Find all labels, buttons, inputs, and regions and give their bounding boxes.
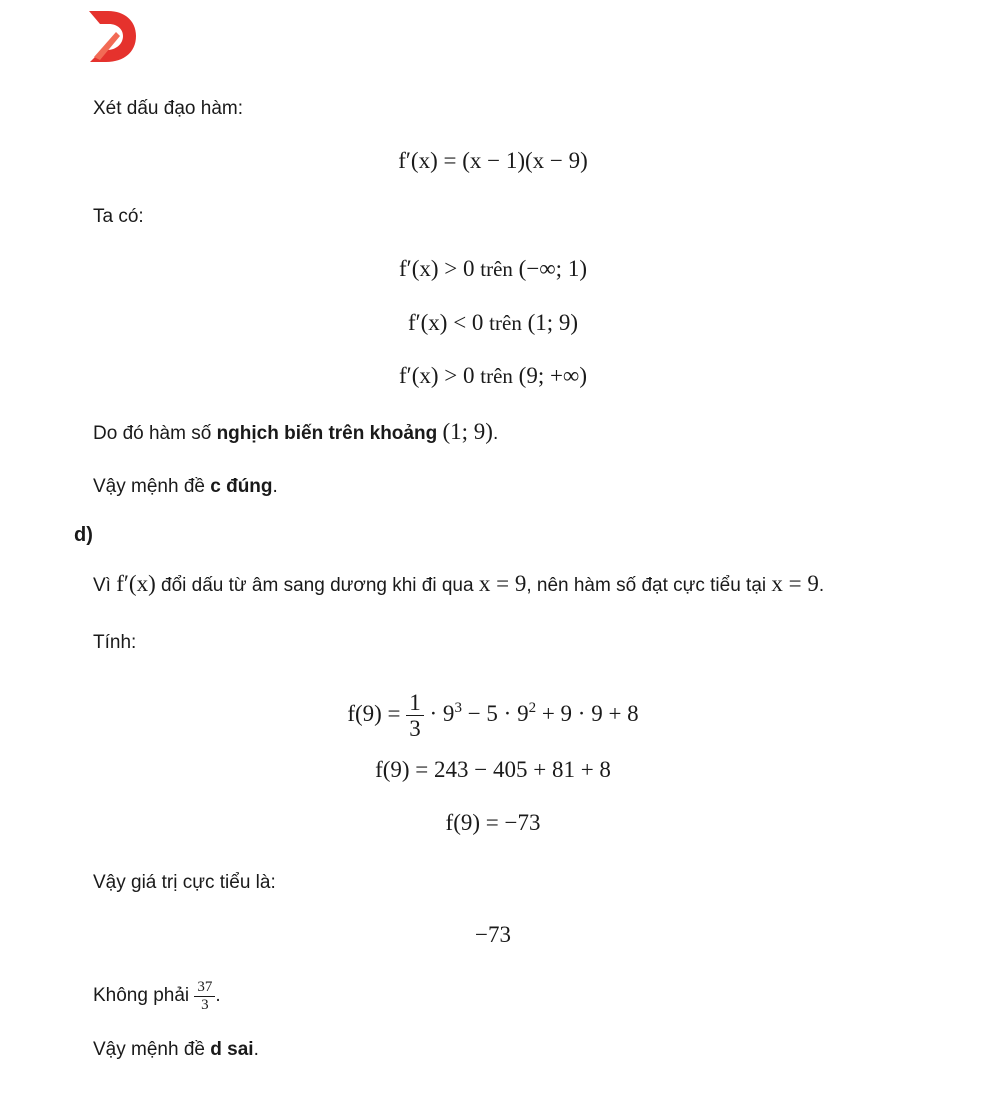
- f9-computation-line3: f(9) = −73: [445, 810, 541, 835]
- f9-computation-line2: f(9) = 243 − 405 + 81 + 8: [375, 757, 611, 782]
- minimum-value: −73: [475, 922, 511, 947]
- inequality-row: f′(x) > 0 trên (9; +∞): [399, 363, 587, 388]
- statement-c-conclusion: Vậy mệnh đề c đúng.: [93, 476, 278, 497]
- part-d-label: d): [74, 524, 93, 546]
- fraction-37-3: $\frac{37}{3}$: [194, 979, 215, 1013]
- brand-logo-icon: [86, 8, 138, 64]
- fraction-one-third: $\frac{1}{3}$: [406, 690, 424, 742]
- minimum-value-intro: Vậy giá trị cực tiểu là:: [93, 872, 276, 893]
- inequality-row: f′(x) > 0 trên (−∞; 1): [399, 256, 587, 281]
- monotonic-conclusion: Do đó hàm số nghịch biến trên khoảng (1; 9).: [93, 419, 499, 444]
- derivative-equation: f′(x) = (x − 1)(x − 9): [398, 148, 588, 173]
- minimum-reasoning: Vì f′(x) đổi dấu từ âm sang dương khi đi qua x = 9, nên hàm số đạt cực tiểu tại x = 9.: [93, 571, 825, 596]
- inequality-row: f′(x) < 0 trên (1; 9): [407, 310, 579, 335]
- tinh-label: Tính:: [93, 632, 137, 653]
- sign-analysis-intro: Xét dấu đạo hàm:: [93, 98, 243, 119]
- not-fraction-note: Không phải $\frac{37}{3}$ .: [93, 979, 221, 1013]
- f9-computation-line1: f(9) = $\frac{1}{3}$ · $9^3 - 5 \cdot 9^2 + 9 \cdot 9 + 8$: [347, 690, 639, 742]
- statement-d-conclusion: Vậy mệnh đề d sai.: [93, 1039, 259, 1060]
- ta-co-label: Ta có:: [93, 206, 144, 227]
